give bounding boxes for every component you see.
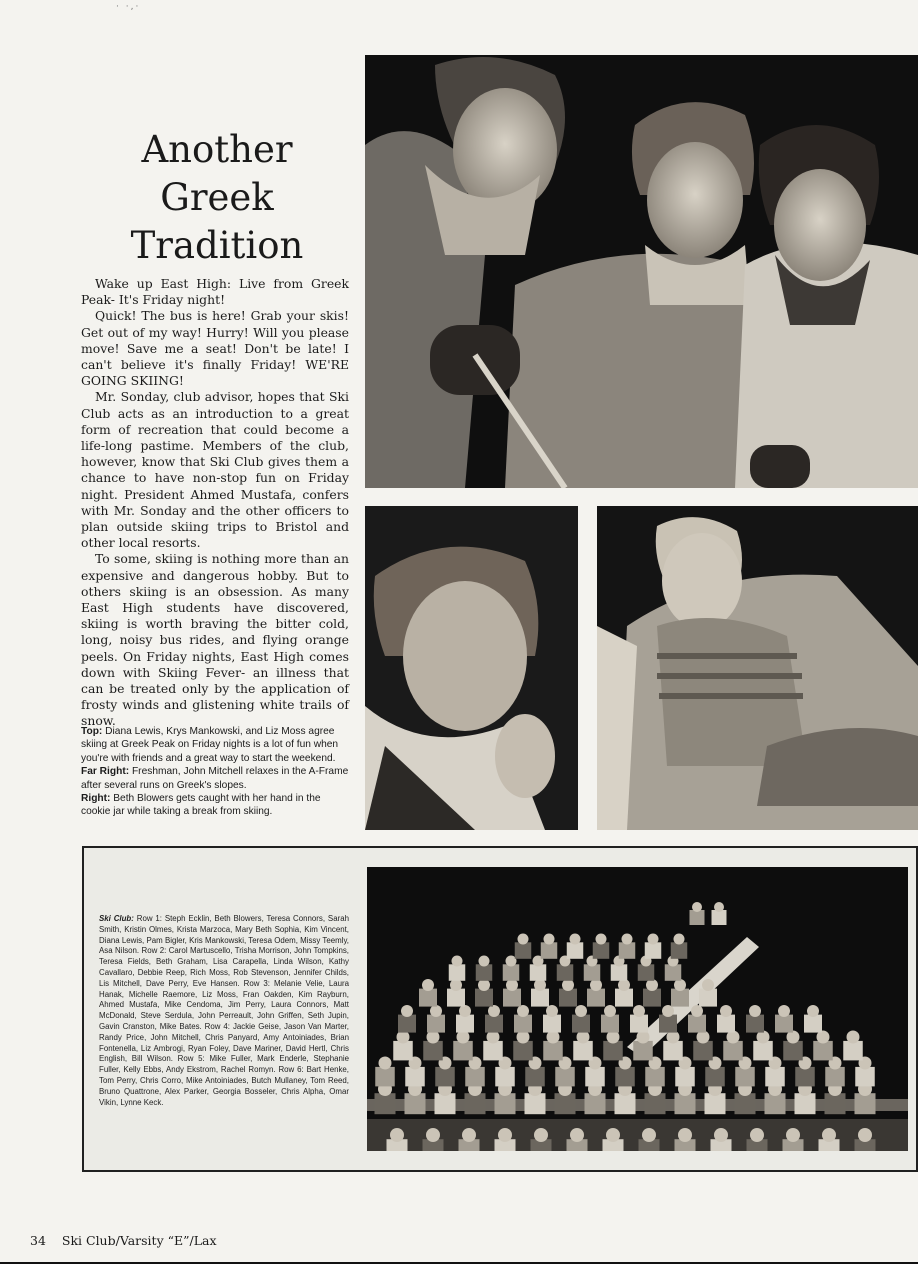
club-member-body [453,1041,473,1061]
caption-top [81,725,351,765]
club-member-body [630,1015,648,1033]
group-caption-text: Row 1: Steph Ecklin, Beth Blowers, Teresa Connors, Sarah Smith, Kristin Olmes, Krista Marzoca, Mary Beth Sophia, Kim Vincent, Diana Lewis, Pam Bigler, Kris Mankowski, Teresa Odem, Missy Teemly, Asa Nilson. Row 2: Carol Martuscello, Trisha Morrison, John Tompkins, Teresa Fields, Beth Graham, Lisa Carapella, Linda Wilson, Kathy Cavallaro, Debbie Reep, Rich Moss, Rob Stevenson, Jennifer Childs, Lis Mitchell, Dave Perry, Eve Hansen. Row 3: Melanie Velie, Laura Hanak, Michelle Raemore, Liz Moss, Fran Oakden, Kim Rayburn, Ahmed Mustafa, Mike Cendoma, Jim Perry, Laura Connors, Matt McDonald, Steve Serdula, John Perreault, John Griffen, Seth Jupin, Gavin Cranston, Mike Bates. Row 4: Jackie Geise, Jason Van Marter, Randy Price, John Mitchell, Chris Panyard, Amy Antoiniades, Brian Fontenella, Liz Ambrogi, Ryan Foley, Dave Mariner, David Hertl, Chris English, Bill Wilson. Row 5: Mike Fuller, Mark Enderle, Stephanie Fuller, Kelly Ebbs, Andy Ekstrom, Rachel Romyn. Row 6: Bart Henke, Tom Perry, Chris Corro, Mike Antoiniades, Butch Mullaney, Tom Reed, Bruno Quattrone, Alex Parker, Georgia Bosseler, Chris Alpha, Omar Vikin, Lynne Keck. [99,914,349,1107]
club-member-head [633,1005,645,1017]
club-member-head [720,1005,732,1017]
club-member-body [688,1015,706,1033]
title-line: Another [141,128,293,171]
club-member-head [546,1005,558,1017]
club-member-body [775,1015,793,1033]
club-member-head [642,1128,656,1142]
club-member-head [575,1005,587,1017]
club-member-head [422,979,434,991]
club-member-body [665,964,682,981]
club-member-head [750,1128,764,1142]
club-member-head [488,1005,500,1017]
club-member-body [855,1093,876,1114]
photo-three-skiers-image [365,55,918,488]
caption-text: Beth Blowers gets caught with her hand in the cookie jar while taking a break from skiing. [81,793,321,818]
club-member-body [825,1093,846,1114]
club-member-body [843,1041,863,1061]
caption-text: Diana Lewis, Krys Mankowski, and Liz Moss agree skiing at Greek Peak on Friday nights is a lot of fun when you're with friends and a great way to start the weekend. [81,726,339,764]
photo-beth-blowers-image [365,506,578,830]
club-member-body [485,1015,503,1033]
club-member-body [735,1093,756,1114]
club-member-head [749,1005,761,1017]
club-member-body [645,1067,665,1087]
photo-beth-blowers [365,506,578,830]
club-member-head [648,934,659,945]
club-member-body [699,989,717,1007]
club-member-body [615,989,633,1007]
club-member-body [543,1015,561,1033]
club-member-body [855,1067,875,1087]
club-member-head [430,1005,442,1017]
club-member-head [847,1031,860,1044]
club-member-head [401,1005,413,1017]
club-member-body [503,989,521,1007]
club-member-body [447,989,465,1007]
club-member-body [530,964,547,981]
caption-label: Top: [81,726,103,737]
club-member-body [465,1093,486,1114]
club-member-head [544,934,555,945]
club-member-body [693,1041,713,1061]
club-member-head [498,1128,512,1142]
club-member-body [615,1067,635,1087]
club-member-body [393,1041,413,1061]
body-paragraph: Wake up East High: Live from Greek Peak- It's Friday night! [81,276,349,308]
club-member-head [459,1005,471,1017]
club-member-head [822,1128,836,1142]
club-member-body [405,1093,426,1114]
club-member-body [753,1041,773,1061]
club-member-body [555,1093,576,1114]
photo-john-mitchell [597,506,918,830]
club-member-body [584,964,601,981]
club-member-body [423,1041,443,1061]
club-member-body [515,942,532,959]
club-member-body [585,1093,606,1114]
club-member-body [601,1015,619,1033]
club-member-body [449,964,466,981]
club-member-body [663,1041,683,1061]
club-member-body [419,989,437,1007]
club-member-head [426,1128,440,1142]
club-member-body [543,1041,563,1061]
club-member-body [525,1093,546,1114]
club-member-body [645,942,662,959]
club-member-body [671,989,689,1007]
club-member-body [375,1093,396,1114]
body-paragraph: Mr. Sonday, club advisor, hopes that Ski Club acts as an introduction to a great form of recreation that could become a life-long pastime. Members of the club, however, know that Ski Club gives them a chance to have non-stop fun on Friday night. President Ahmed Mustafa, confers with Mr. Sonday and the other officers to plan outside skiing trips to Bristol and other local resorts. [81,389,349,551]
club-member-body [585,1067,605,1087]
club-member-body [465,1067,485,1087]
photo-john-mitchell-image [597,506,918,830]
club-member-head [674,934,685,945]
club-member-body [514,1015,532,1033]
club-member-body [483,1041,503,1061]
club-member-body [555,1067,575,1087]
club-member-body [795,1067,815,1087]
club-member-body [735,1067,755,1087]
club-member-body [456,1015,474,1033]
club-member-head [692,902,702,912]
scan-speck: · ·,· [116,2,141,12]
club-member-body [567,942,584,959]
caption-right [81,792,351,819]
club-member-body [765,1093,786,1114]
club-member-head [518,934,529,945]
club-member-body [645,1093,666,1114]
photo-three-skiers [365,55,918,488]
club-member-body [495,1093,516,1114]
club-member-head [534,1128,548,1142]
club-member-body [671,942,688,959]
body-paragraph: To some, skiing is nothing more than an expensive and dangerous hobby. But to others skiing is an obsession. As many East High students have discovered, skiing is worth braving the bitter cold, long, noisy bus rides, and flying orange peels. On Friday nights, East High comes down with Skiing Fever- an illness that can be treated only by the application of frosty winds and glistening white trails of snow. [81,551,349,729]
club-member-body [611,964,628,981]
club-member-body [712,910,727,925]
title-line: Tradition [130,224,304,267]
club-member-body [723,1041,743,1061]
club-member-body [525,1067,545,1087]
club-member-body [435,1067,455,1087]
club-member-body [813,1041,833,1061]
club-member-head [517,1005,529,1017]
club-member-body [541,942,558,959]
club-member-head [604,1005,616,1017]
club-member-body [398,1015,416,1033]
club-member-body [746,1015,764,1033]
club-member-body [572,1015,590,1033]
club-member-body [475,989,493,1007]
club-member-body [783,1041,803,1061]
club-member-body [690,910,705,925]
club-member-body [559,989,577,1007]
club-member-body [557,964,574,981]
club-member-body [513,1041,533,1061]
club-member-head [858,1128,872,1142]
photo-captions [81,725,351,819]
club-member-head [691,1005,703,1017]
caption-label: Right: [81,793,111,805]
club-member-body [765,1067,785,1087]
club-member-head [778,1005,790,1017]
page-footer [30,1233,217,1248]
club-member-body [795,1093,816,1114]
title-line: Greek [160,176,274,219]
club-member-body [587,989,605,1007]
photo-ski-club-group [367,867,908,1151]
club-member-body [503,964,520,981]
club-member-head [662,1005,674,1017]
club-member-body [405,1067,425,1087]
club-member-body [476,964,493,981]
club-member-body [638,964,655,981]
club-member-body [375,1067,395,1087]
club-member-body [825,1067,845,1087]
page-number: 34 [30,1233,46,1248]
club-member-head [807,1005,819,1017]
club-member-body [593,942,610,959]
page-title [112,126,322,270]
club-member-head [606,1128,620,1142]
club-member-body [531,989,549,1007]
club-member-head [714,902,724,912]
group-photo-caption [99,914,349,1108]
club-member-head [596,934,607,945]
caption-text: Freshman, John Mitchell relaxes in the A-Frame after several runs on Greek's slopes. [81,766,349,791]
club-member-body [603,1041,623,1061]
club-member-head [786,1128,800,1142]
club-member-body [675,1093,696,1114]
club-member-body [633,1041,653,1061]
club-member-head [702,979,714,991]
club-member-body [615,1093,636,1114]
club-member-body [705,1093,726,1114]
photo-ski-club-group-image [367,867,908,1151]
club-member-body [717,1015,735,1033]
club-member-body [659,1015,677,1033]
club-member-body [705,1067,725,1087]
club-member-body [573,1041,593,1061]
club-member-head [622,934,633,945]
club-member-body [619,942,636,959]
club-member-head [379,1057,392,1070]
body-paragraph: Quick! The bus is here! Grab your skis! Get out of my way! Hurry! Will you please move! Save me a seat! Don't be late! I can't believe it's finally Friday! WE'RE GOING SKIING! [81,308,349,389]
club-member-head [462,1128,476,1142]
club-member-head [479,956,490,967]
club-member-body [675,1067,695,1087]
club-member-body [427,1015,445,1033]
caption-far-right [81,765,351,792]
section-title: Ski Club/Varsity “E”/Lax [61,1233,217,1248]
caption-label: Far Right: [81,766,130,778]
club-member-body [643,989,661,1007]
club-member-body [495,1067,515,1087]
article-body [81,276,349,730]
club-member-head [452,956,463,967]
club-member-head [714,1128,728,1142]
club-member-head [570,1128,584,1142]
club-member-body [804,1015,822,1033]
club-member-head [570,934,581,945]
group-caption-label: Ski Club: [99,914,134,923]
club-member-head [678,1128,692,1142]
club-member-head [390,1128,404,1142]
club-member-body [435,1093,456,1114]
